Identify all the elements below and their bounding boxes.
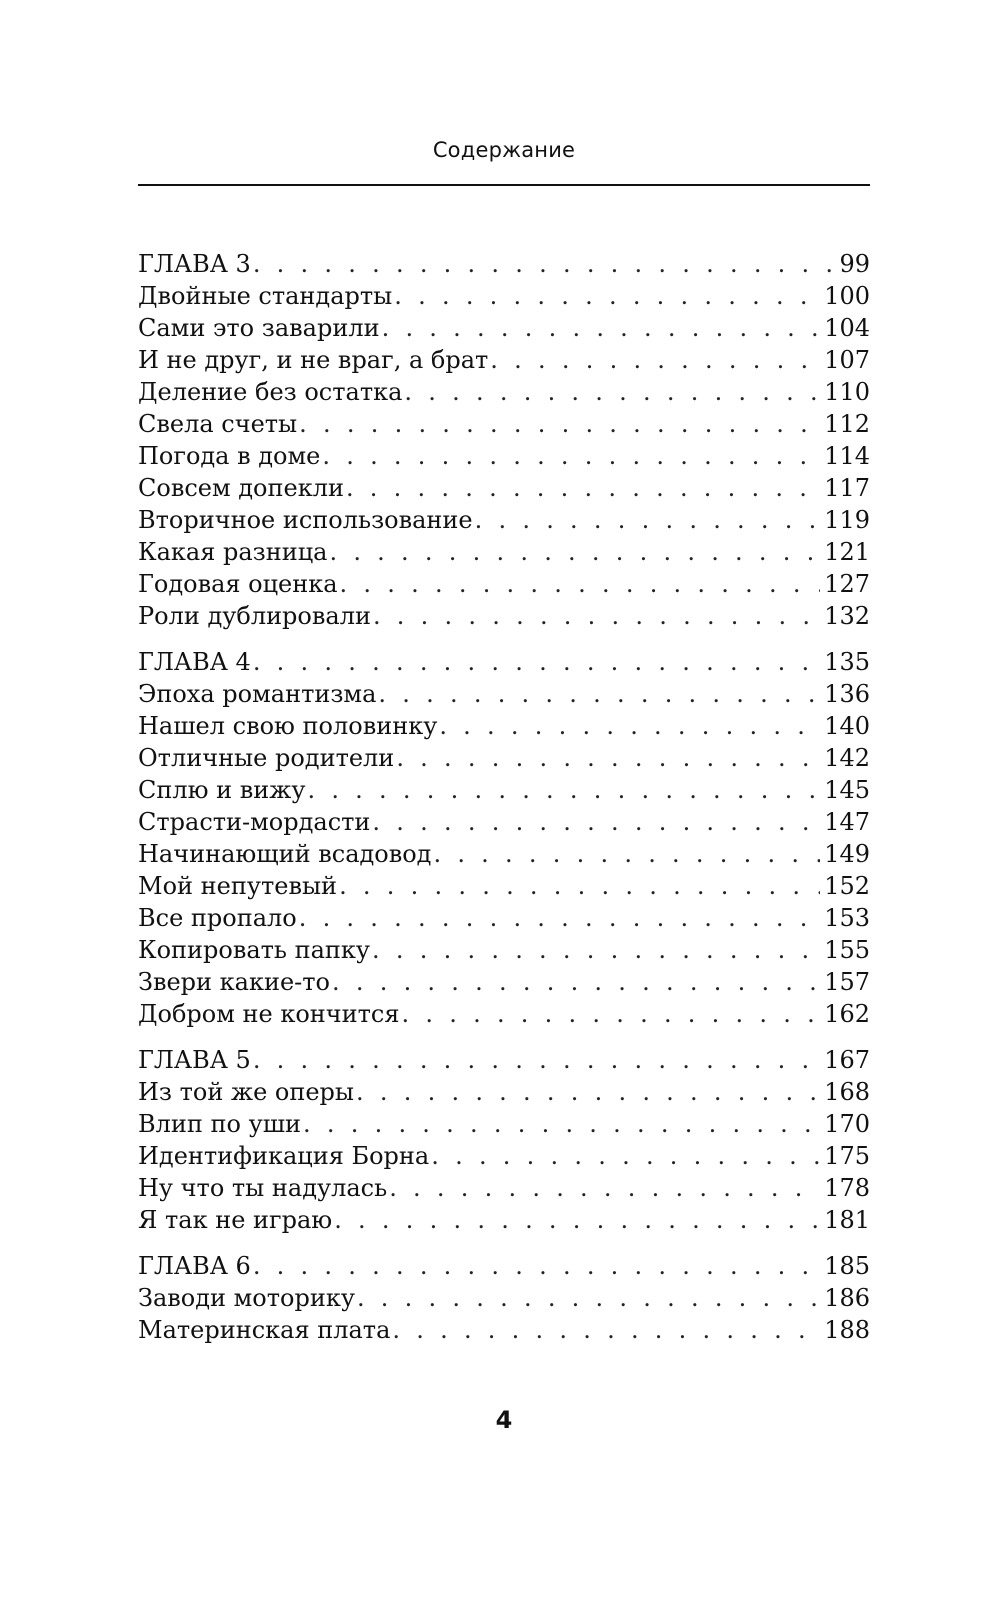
entry-title: Нашел свою половинку: [138, 712, 438, 740]
entry-title: Сплю и вижу: [138, 776, 306, 804]
toc-entry: [138, 966, 870, 998]
entry-page-number: 175: [824, 1142, 870, 1170]
page-number: 4: [495, 1406, 513, 1434]
entry-page-number: 188: [824, 1316, 870, 1344]
entry-title: Ну что ты надулась: [138, 1174, 388, 1202]
entry-title: Отличные родители: [138, 744, 395, 772]
dot-leader: [382, 312, 821, 344]
dot-leader: [392, 1314, 820, 1346]
entry-title: ГЛАВА 3: [138, 250, 251, 278]
entry-page-number: 168: [824, 1078, 870, 1106]
toc-entry: [138, 1282, 870, 1314]
dot-leader: [372, 806, 820, 838]
entry-title: Из той же оперы: [138, 1078, 355, 1106]
dot-leader: [389, 1172, 820, 1204]
dot-leader: [378, 678, 820, 710]
entry-title: Погода в доме: [138, 442, 321, 470]
entry-page-number: 100: [824, 282, 870, 310]
entry-title: Все пропало: [138, 904, 297, 932]
toc-entry: [138, 1204, 870, 1236]
entry-title: Двойные стандарты: [138, 282, 393, 310]
toc-entry: [138, 440, 870, 472]
entry-title: ГЛАВА 5: [138, 1046, 251, 1074]
toc-entry: [138, 1076, 870, 1108]
toc-entry: [138, 678, 870, 710]
entry-page-number: 107: [824, 346, 870, 374]
entry-title: Влип по уши: [138, 1110, 302, 1138]
entry-page-number: 149: [824, 840, 870, 868]
toc-entry: [138, 504, 870, 536]
entry-page-number: 135: [824, 648, 870, 676]
entry-page-number: 167: [824, 1046, 870, 1074]
entry-page-number: 127: [824, 570, 870, 598]
dot-leader: [402, 998, 821, 1030]
dot-leader: [396, 742, 820, 774]
toc-entry: [138, 1140, 870, 1172]
dot-leader: [322, 440, 820, 472]
entry-title: Добром не кончится: [138, 1000, 400, 1028]
entry-title: Мой непутевый: [138, 872, 338, 900]
entry-title: ГЛАВА 6: [138, 1252, 251, 1280]
running-head: Содержание: [432, 138, 576, 162]
dot-leader: [299, 408, 820, 440]
entry-title: Свела счеты: [138, 410, 298, 438]
toc-entry: [138, 902, 870, 934]
entry-page-number: 114: [824, 442, 870, 470]
entry-title: Деление без остатка: [138, 378, 403, 406]
dot-leader: [373, 600, 820, 632]
entry-title: Заводи моторику: [138, 1284, 355, 1312]
entry-title: Сами это заварили: [138, 314, 380, 342]
dot-leader: [340, 568, 821, 600]
entry-title: Копировать папку: [138, 936, 371, 964]
dot-leader: [332, 966, 820, 998]
entry-page-number: 185: [824, 1252, 870, 1280]
toc-entry: [138, 280, 870, 312]
entry-title: Я так не играю: [138, 1206, 333, 1234]
entry-page-number: 178: [824, 1174, 870, 1202]
entry-page-number: 147: [824, 808, 870, 836]
toc-entry: [138, 1172, 870, 1204]
entry-title: Эпоха романтизма: [138, 680, 377, 708]
toc-entry: [138, 1108, 870, 1140]
dot-leader: [372, 934, 820, 966]
entry-page-number: 170: [824, 1110, 870, 1138]
dot-leader: [356, 1076, 820, 1108]
toc-entry: [138, 774, 870, 806]
toc-entry: [138, 934, 870, 966]
entry-title: Роли дублировали: [138, 602, 371, 630]
dot-leader: [404, 376, 820, 408]
entry-page-number: 162: [824, 1000, 870, 1028]
toc-section: [138, 646, 870, 1030]
entry-page-number: 136: [824, 680, 870, 708]
entry-page-number: 104: [824, 314, 870, 342]
entry-title: Идентификация Борна: [138, 1142, 430, 1170]
dot-leader: [329, 536, 820, 568]
entry-page-number: 140: [824, 712, 870, 740]
table-of-contents: [138, 248, 870, 1360]
entry-page-number: 145: [824, 776, 870, 804]
toc-entry: [138, 600, 870, 632]
toc-section: [138, 248, 870, 632]
dot-leader: [303, 1108, 820, 1140]
toc-entry: [138, 312, 870, 344]
toc-entry: [138, 806, 870, 838]
entry-title: Совсем допекли: [138, 474, 344, 502]
dot-leader: [339, 870, 820, 902]
entry-page-number: 153: [824, 904, 870, 932]
dot-leader: [334, 1204, 820, 1236]
dot-leader: [253, 1250, 820, 1282]
toc-chapter-entry: [138, 248, 870, 280]
dot-leader: [346, 472, 820, 504]
toc-entry: [138, 408, 870, 440]
toc-entry: [138, 344, 870, 376]
dot-leader: [299, 902, 820, 934]
entry-title: Материнская плата: [138, 1316, 391, 1344]
toc-entry: [138, 568, 870, 600]
header-rule: [138, 184, 870, 186]
dot-leader: [475, 504, 821, 536]
entry-page-number: 142: [824, 744, 870, 772]
toc-entry: [138, 870, 870, 902]
entry-title: Страсти-мордасти: [138, 808, 371, 836]
entry-page-number: 186: [824, 1284, 870, 1312]
entry-title: Годовая оценка: [138, 570, 338, 598]
dot-leader: [307, 774, 820, 806]
dot-leader: [490, 344, 820, 376]
toc-section: [138, 1250, 870, 1346]
entry-title: И не друг, и не враг, а брат: [138, 346, 489, 374]
entry-page-number: 117: [824, 474, 870, 502]
toc-entry: [138, 1314, 870, 1346]
entry-page-number: 132: [824, 602, 870, 630]
dot-leader: [253, 1044, 820, 1076]
entry-page-number: 119: [824, 506, 870, 534]
dot-leader: [431, 1140, 820, 1172]
entry-title: Вторичное использование: [138, 506, 473, 534]
dot-leader: [433, 838, 820, 870]
dot-leader: [439, 710, 820, 742]
toc-section: [138, 1044, 870, 1236]
entry-page-number: 121: [824, 538, 870, 566]
entry-page-number: 99: [839, 250, 870, 278]
dot-leader: [357, 1282, 820, 1314]
entry-page-number: 112: [824, 410, 870, 438]
entry-page-number: 157: [824, 968, 870, 996]
toc-entry: [138, 710, 870, 742]
toc-chapter-entry: [138, 646, 870, 678]
entry-title: Начинающий всадовод: [138, 840, 432, 868]
entry-page-number: 181: [824, 1206, 870, 1234]
entry-title: ГЛАВА 4: [138, 648, 251, 676]
toc-entry: [138, 742, 870, 774]
entry-page-number: 152: [824, 872, 870, 900]
entry-title: Какая разница: [138, 538, 328, 566]
dot-leader: [394, 280, 820, 312]
toc-entry: [138, 838, 870, 870]
toc-entry: [138, 536, 870, 568]
toc-chapter-entry: [138, 1044, 870, 1076]
toc-entry: [138, 998, 870, 1030]
toc-chapter-entry: [138, 1250, 870, 1282]
dot-leader: [253, 646, 820, 678]
entry-title: Звери какие-то: [138, 968, 330, 996]
entry-page-number: 155: [824, 936, 870, 964]
toc-entry: [138, 376, 870, 408]
entry-page-number: 110: [824, 378, 870, 406]
toc-entry: [138, 472, 870, 504]
dot-leader: [253, 248, 836, 280]
